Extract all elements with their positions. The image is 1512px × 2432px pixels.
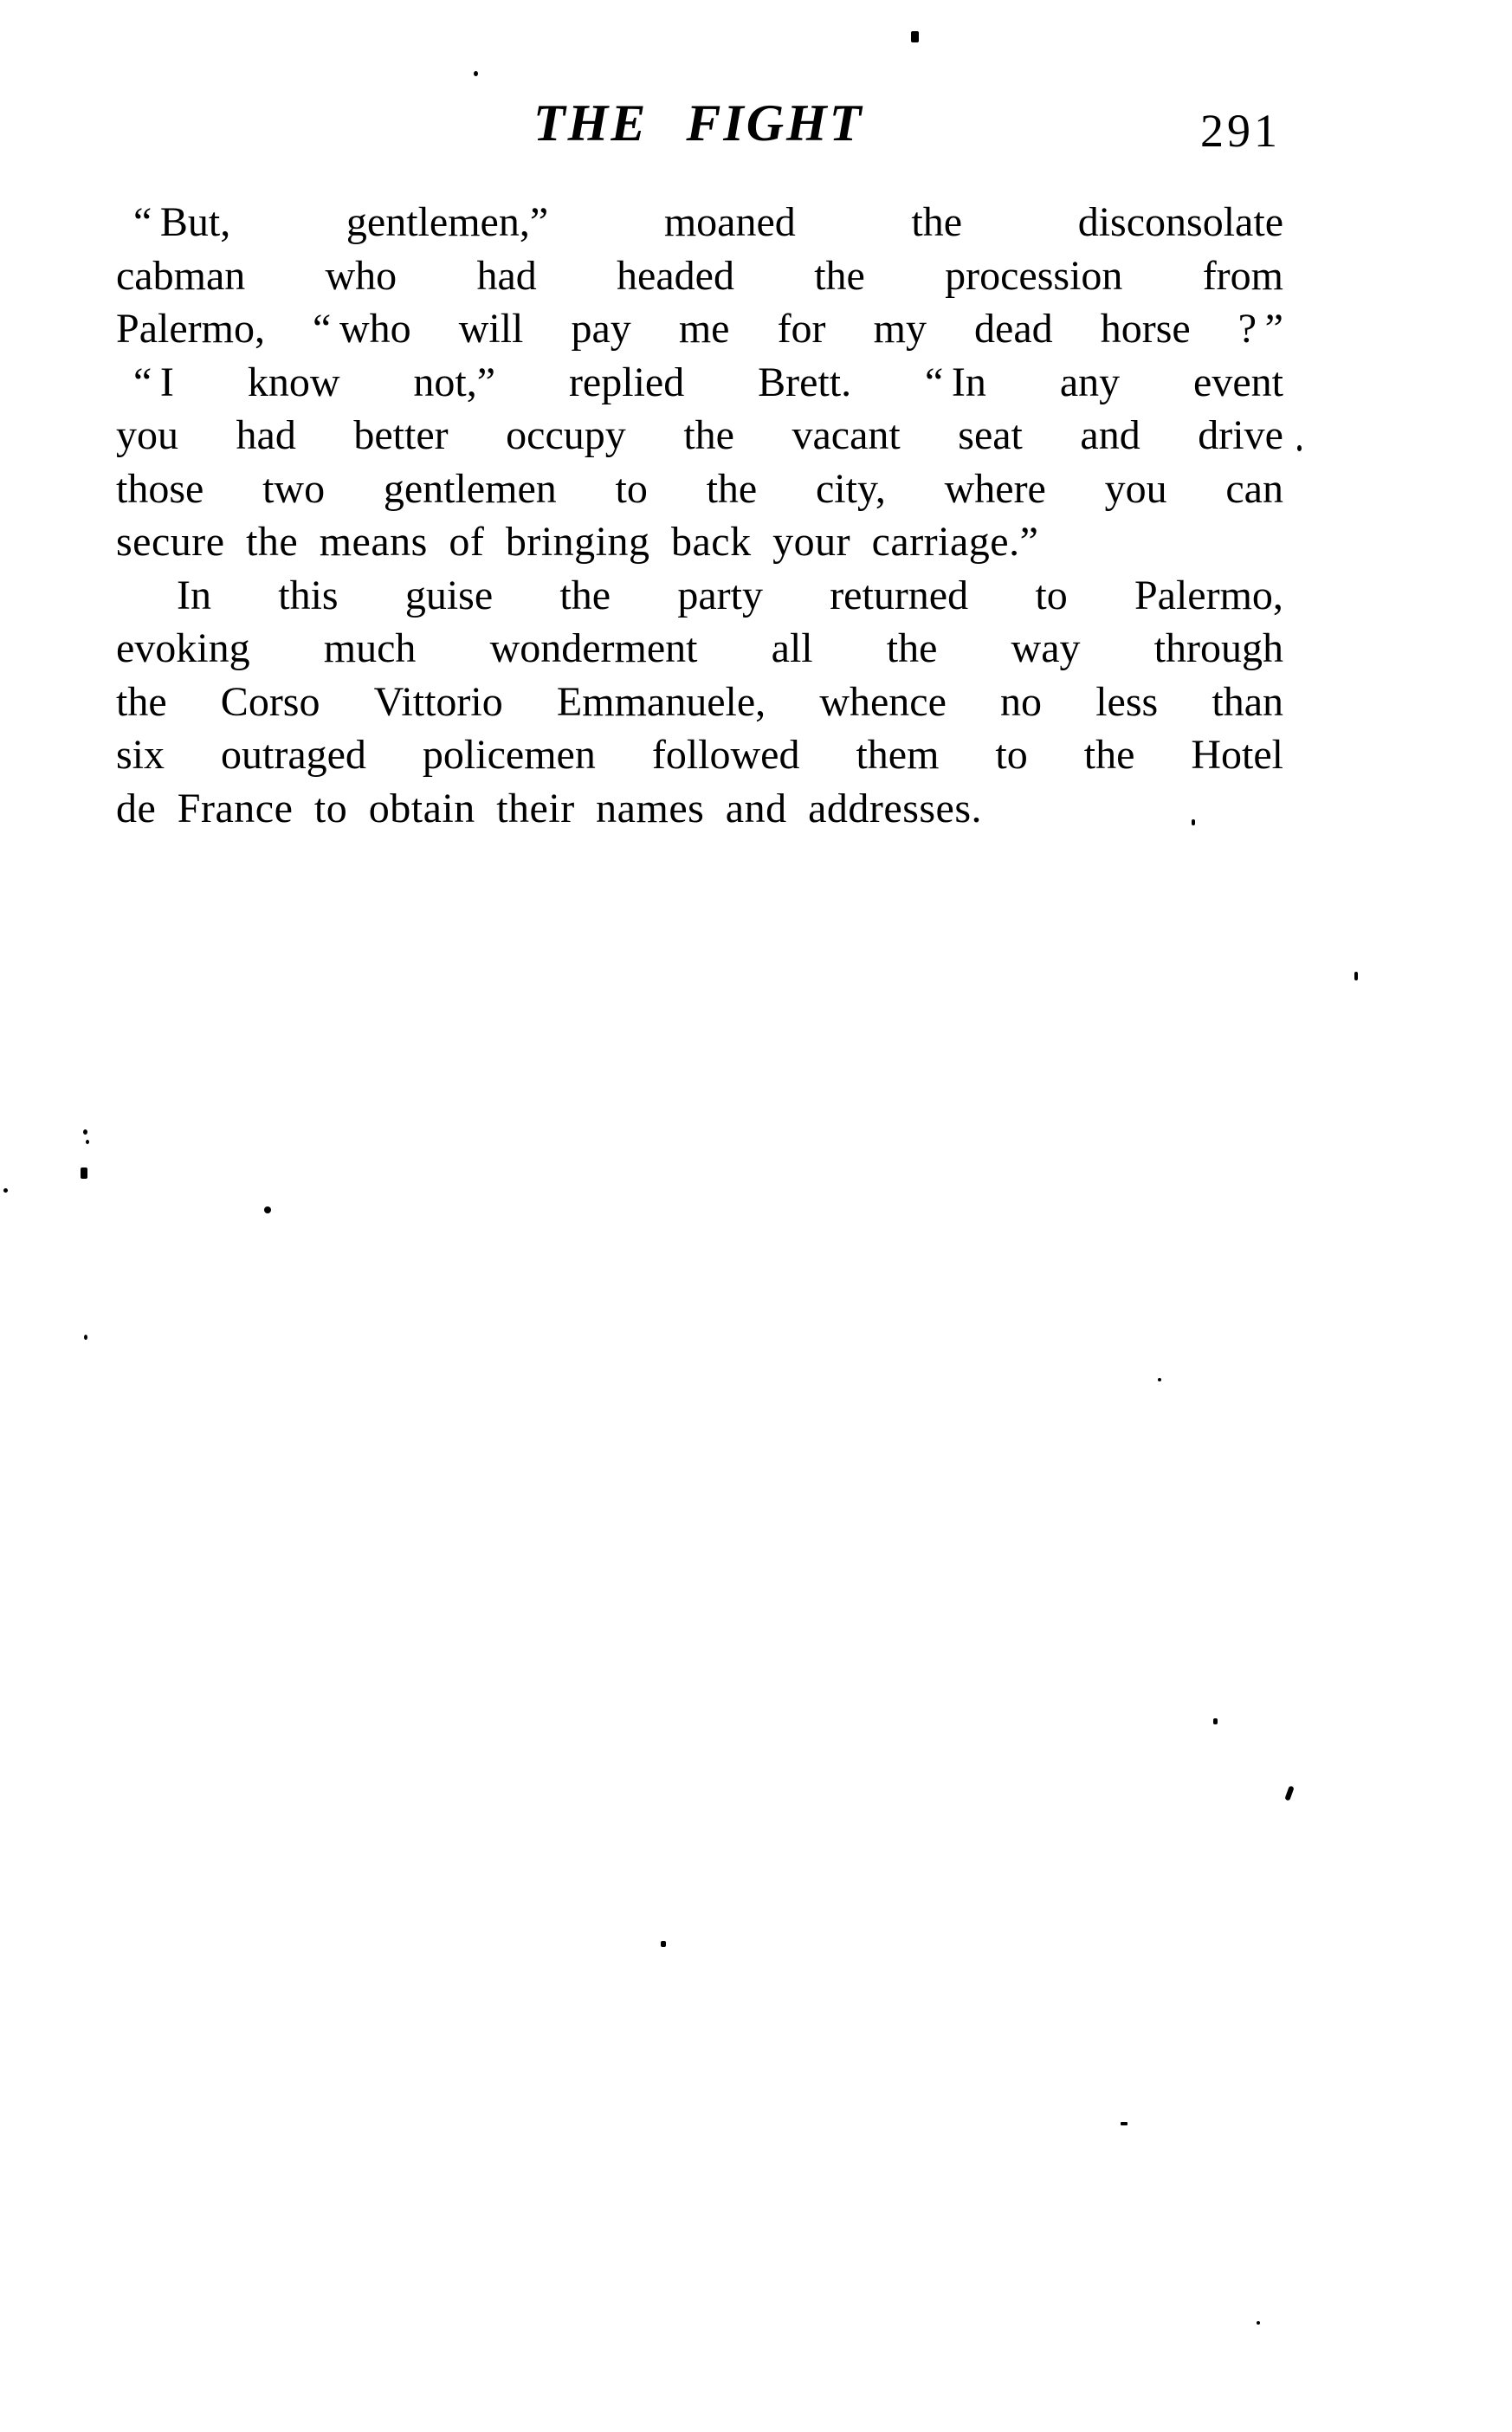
word: to (995, 732, 1028, 778)
word: the (683, 412, 734, 458)
word: pay (571, 306, 631, 352)
text-line: secure the means of bringing back your carriage.” (116, 519, 1039, 565)
word: event (1193, 359, 1283, 405)
scan-speck (83, 1129, 87, 1135)
word: way (1011, 625, 1081, 671)
text-line (116, 356, 1283, 410)
word: seat (958, 412, 1023, 458)
word: no (1000, 678, 1043, 725)
word: returned (830, 572, 969, 618)
scan-speck (1192, 819, 1195, 825)
word: wonderment (489, 625, 698, 671)
word: “ In (925, 359, 986, 405)
word: disconsolate (1077, 199, 1283, 245)
word: Brett. (758, 359, 852, 405)
word: to (615, 465, 648, 512)
word: the (116, 678, 167, 725)
word: can (1225, 465, 1283, 512)
word: had (476, 252, 537, 299)
word: policemen (422, 732, 596, 778)
word: any (1059, 359, 1121, 405)
word: procession (945, 252, 1123, 299)
word: them (856, 732, 940, 778)
scan-speck (3, 1188, 8, 1193)
word: “ I (133, 359, 174, 405)
text-line: de France to obtain their names and addresses. (116, 785, 983, 831)
scan-speck (1213, 1718, 1218, 1724)
word: who (325, 252, 397, 299)
word: city, (815, 465, 886, 512)
text-line (116, 462, 1283, 516)
word: those (116, 465, 204, 512)
scan-speck (661, 1941, 666, 1947)
word: “ But, (133, 199, 231, 245)
word: Hotel (1191, 732, 1283, 778)
word: the (1083, 732, 1135, 778)
word: through (1153, 625, 1283, 671)
word: than (1212, 678, 1283, 725)
word: Palermo, (1134, 572, 1283, 618)
word: headed (617, 252, 734, 299)
scan-speck (1284, 1785, 1294, 1801)
text-line (116, 569, 1283, 623)
word: whence (819, 678, 947, 725)
word: Palermo, (116, 306, 265, 352)
page-number: 291 (1200, 105, 1281, 157)
scan-speck (911, 31, 919, 42)
word: vacant (792, 412, 901, 458)
text-line (116, 409, 1283, 462)
running-title: THE FIGHT (533, 94, 864, 152)
word: not,” (413, 359, 496, 405)
word: all (771, 625, 813, 671)
scan-speck (1257, 2321, 1260, 2325)
word: moaned (663, 199, 796, 245)
word: from (1202, 252, 1283, 299)
word: Vittorio (373, 678, 503, 725)
word: the (814, 252, 865, 299)
scan-speck (1158, 1378, 1161, 1381)
word: me (678, 306, 730, 352)
word: outraged (221, 732, 366, 778)
word: better (353, 412, 449, 458)
scan-speck (264, 1206, 271, 1213)
word: evoking (116, 625, 250, 671)
word: cabman (116, 252, 246, 299)
word: for (777, 306, 826, 352)
word: you (116, 412, 178, 458)
word: ? ” (1237, 306, 1283, 352)
body-text (116, 196, 1283, 835)
scan-speck (81, 1167, 87, 1179)
word: the (911, 199, 963, 245)
word: two (262, 465, 326, 512)
word: the (559, 572, 611, 618)
word: gentlemen (383, 465, 557, 512)
scan-speck (86, 1140, 89, 1144)
word: followed (651, 732, 800, 778)
word: much (323, 625, 417, 671)
word: will (458, 306, 524, 352)
word: occupy (506, 412, 626, 458)
word: had (236, 412, 296, 458)
word: know (247, 359, 340, 405)
scan-speck (1121, 2122, 1128, 2125)
word: you (1104, 465, 1167, 512)
word: guise (404, 572, 494, 618)
word: Emmanuele, (556, 678, 766, 725)
text-line (116, 622, 1283, 676)
word: six (116, 732, 165, 778)
text-line (116, 249, 1283, 303)
word: “ who (313, 306, 411, 352)
word: this (278, 572, 339, 618)
text-line (116, 302, 1283, 356)
text-line (116, 676, 1283, 729)
text-line (116, 196, 1283, 249)
word: gentlemen,” (346, 199, 549, 245)
scan-speck (84, 1335, 87, 1340)
scan-speck (1354, 972, 1358, 980)
word: to (1035, 572, 1068, 618)
word: drive (1198, 412, 1283, 458)
text-line (116, 728, 1283, 782)
scan-speck (474, 71, 478, 76)
word: where (944, 465, 1046, 512)
word: my (873, 306, 927, 352)
word: horse (1100, 306, 1191, 352)
word: party (677, 572, 763, 618)
word: In (177, 572, 211, 618)
word: dead (974, 306, 1053, 352)
word: Corso (220, 678, 320, 725)
scan-speck (1297, 445, 1302, 451)
word: the (886, 625, 938, 671)
word: and (1080, 412, 1140, 458)
word: replied (568, 359, 685, 405)
word: less (1095, 678, 1159, 725)
word: the (706, 465, 758, 512)
